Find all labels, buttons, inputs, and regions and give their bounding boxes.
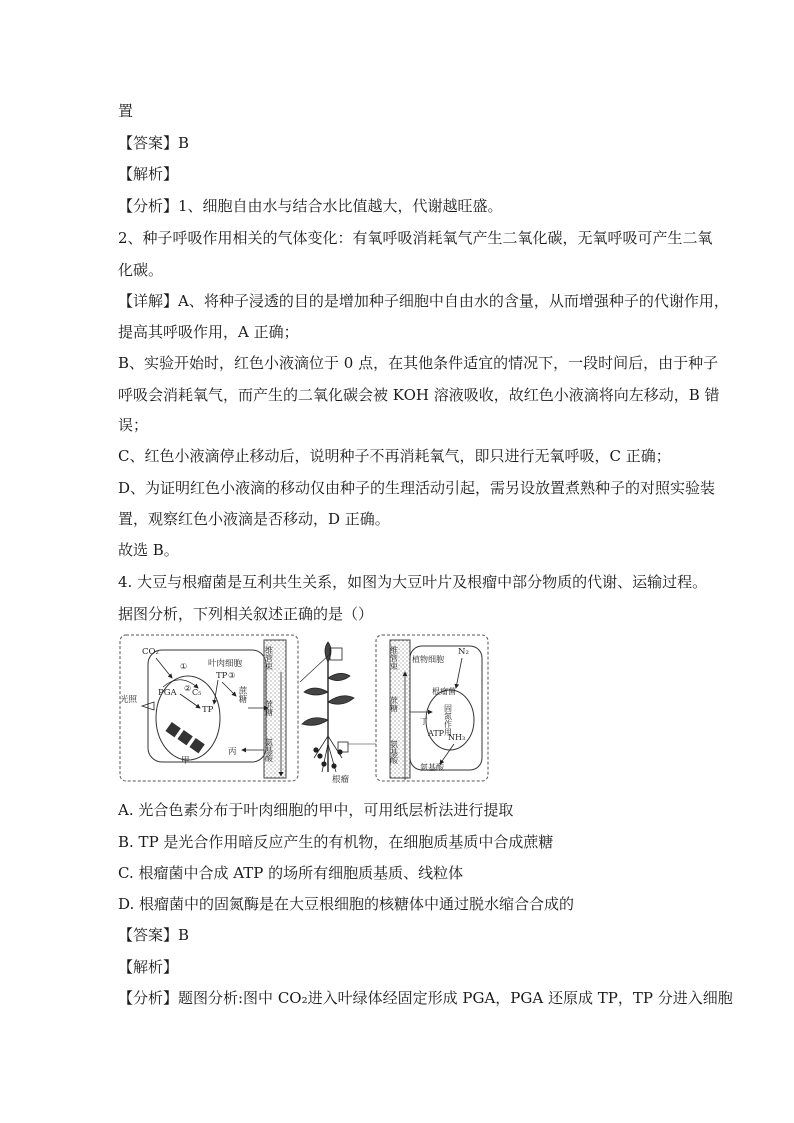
nh3-label: NH₃ bbox=[448, 733, 466, 742]
option-b: B. TP 是光合作用暗反应产生的有机物，在细胞质基质中合成蔗糖 bbox=[118, 833, 554, 851]
answer-label: 【答案】B bbox=[118, 134, 190, 152]
text-line: B、实验开始时，红色小液滴位于 0 点，在其他条件适宜的情况下，一段时间后，由于种子 bbox=[118, 354, 719, 372]
analysis-label: 【解析】 bbox=[118, 958, 179, 976]
text-line: 误； bbox=[118, 416, 149, 434]
jia-label: 甲 bbox=[181, 756, 190, 766]
c5-label: C₅ bbox=[192, 688, 202, 697]
step1-label: ① bbox=[180, 662, 188, 671]
ding-label: 丁 bbox=[420, 717, 428, 726]
question-stem: 据图分析，下列相关叙述正确的是（） bbox=[118, 605, 374, 623]
text-line: 置，观察红色小液滴是否移动，D 正确。 bbox=[118, 510, 390, 528]
pga-label: PGA bbox=[158, 688, 177, 698]
tp-label-inner: TP bbox=[202, 705, 214, 715]
text-line: 【分析】1、细胞自由水与结合水比值越大，代谢越旺盛。 bbox=[118, 197, 503, 215]
rhizobium-label: 根瘤菌 bbox=[432, 687, 456, 696]
option-d: D. 根瘤菌中的固氮酶是在大豆根细胞的核糖体中通过脱水缩合合成的 bbox=[118, 895, 575, 913]
plant-cell-label: 植物细胞 bbox=[412, 655, 444, 664]
option-a: A. 光合色素分布于叶肉细胞的甲中，可用纸层析法进行提取 bbox=[118, 801, 514, 819]
amino-label-right: 氨基酸 bbox=[389, 740, 399, 764]
leaf-cell-label: 叶肉细胞 bbox=[208, 659, 243, 669]
text-line: C、红色小液滴停止移动后，说明种子不再消耗氧气，即只进行无氧呼吸，C 正确； bbox=[118, 447, 671, 465]
fixation-label: 固氮作用 bbox=[443, 704, 453, 736]
answer-label: 【答案】B bbox=[118, 926, 190, 944]
text-line: 置 bbox=[118, 102, 134, 120]
text-line: 2、种子呼吸作用相关的气体变化：有氧呼吸消耗氧气产生二氧化碳，无氧呼吸可产生二氧 bbox=[118, 229, 713, 247]
step3-label: ③ bbox=[228, 671, 236, 680]
text-line: D、为证明红色小液滴的移动仅由种子的生理活动引起，需另设放置煮熟种子的对照实验装 bbox=[118, 479, 716, 497]
soybean-rhizobium-diagram bbox=[118, 632, 490, 784]
question-stem: 4. 大豆与根瘤菌是互利共生关系，如图为大豆叶片及根瘤中部分物质的代谢、运输过程。 bbox=[118, 573, 708, 591]
vascular-label-right: 维管束 bbox=[389, 646, 399, 670]
text-line: 【分析】题图分析:图中 CO₂进入叶绿体经固定形成 PGA，PGA 还原成 TP，TP 分进入细胞 bbox=[118, 989, 733, 1007]
sucrose-label-left: 蔗糖 bbox=[264, 700, 274, 716]
text-line: 故选 B。 bbox=[118, 541, 179, 559]
n2-label: N₂ bbox=[458, 647, 469, 657]
sucrose-label-cell: 蔗糖 bbox=[237, 686, 247, 703]
root-nodule-label: 根瘤 bbox=[332, 775, 350, 784]
vascular-label-left: 维管束 bbox=[264, 646, 274, 670]
text-line: 化碳。 bbox=[118, 261, 164, 279]
bing-label: 丙 bbox=[228, 747, 237, 757]
text-line: 提高其呼吸作用，A 正确； bbox=[118, 323, 299, 341]
sucrose-label-right: 蔗糖 bbox=[389, 696, 399, 712]
amino-label-cell: 氨基酸 bbox=[420, 763, 444, 772]
step2-label: ② bbox=[184, 684, 192, 693]
atp-label: ATP bbox=[428, 729, 445, 738]
text-line: 【详解】A、将种子浸透的目的是增加种子细胞中自由水的含量，从而增强种子的代谢作用， bbox=[118, 292, 729, 310]
soybean-plant bbox=[302, 642, 354, 772]
amino-label-left: 氨基酸 bbox=[264, 738, 274, 762]
analysis-label: 【解析】 bbox=[118, 165, 179, 183]
text-line: 呼吸会消耗氧气，而产生的二氧化碳会被 KOH 溶液吸收，故红色小液滴将向左移动，B 错 bbox=[118, 386, 720, 404]
tp-label-outer: TP bbox=[216, 671, 228, 681]
light-label: 光照 bbox=[120, 695, 138, 705]
co2-label: CO₂ bbox=[142, 647, 159, 657]
option-c: C. 根瘤菌中合成 ATP 的场所有细胞质基质、线粒体 bbox=[118, 864, 464, 882]
